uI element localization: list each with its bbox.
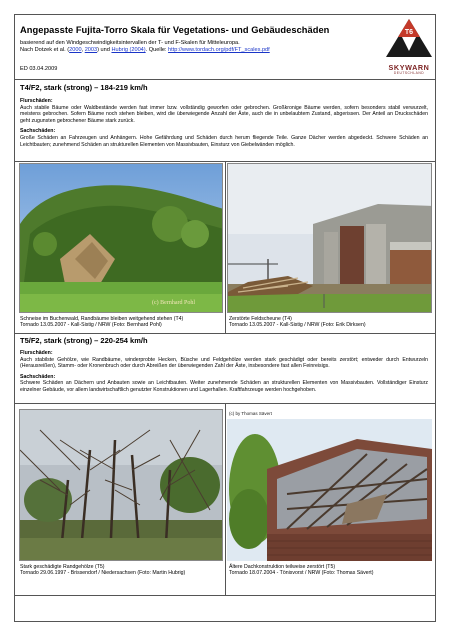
logo-emblem-icon xyxy=(382,17,436,63)
logo-subtitle: DEUTSCHLAND xyxy=(393,71,425,75)
section-body-t5 xyxy=(20,350,428,394)
caption-line-1: Stark geschädigte Randgehölze (T5) xyxy=(20,564,105,570)
section-divider xyxy=(15,595,435,596)
subtitle-text: . Quelle: xyxy=(145,47,169,54)
photo-forest-swath xyxy=(19,163,223,313)
caption-line-2: Tornado 18.07.2004 - Tönisvorst / NRW (Foto: Thomas Sävert) xyxy=(229,570,374,577)
sach-text: Schwere Schäden an Dächern und Anbauten sowie an Leichtbauten. Weiter zunehmende Schäden an strukturellen Elementen von Massivbauten. Vollständiger Einsturz einzelner Gebäude, vor allem landwirtschaftlich genutzter Konstruktionen und Lagerhallen. Kraftfahrzeuge werden hochgehoben. xyxy=(20,380,428,393)
photo-caption xyxy=(20,316,224,329)
logo-badge: T6 xyxy=(404,29,414,36)
subtitle xyxy=(20,40,380,55)
column-divider xyxy=(225,161,226,333)
photo-damaged-trees xyxy=(19,409,223,561)
caption-line-1: Zerstörte Feldscheune (T4) xyxy=(229,316,292,322)
caption-line-2: Tornado 13.05.2007 - Kall-Sistig / NRW (Foto: Bernhard Pohl) xyxy=(20,322,162,329)
photo-caption xyxy=(229,564,434,577)
logo-name: SKYWARN xyxy=(388,63,430,72)
photo-caption xyxy=(229,316,434,329)
section-body-t4 xyxy=(20,98,428,148)
section-divider xyxy=(15,333,435,334)
link-2003[interactable]: 2003 xyxy=(84,47,98,54)
link-hubrig[interactable]: Hubrig (2004) xyxy=(111,47,146,54)
source-url-link[interactable]: http://www.tordach.org/pdf/FT_scales.pdf xyxy=(168,47,270,54)
sach-label: Sachschäden: xyxy=(20,128,56,135)
column-divider xyxy=(225,403,226,595)
flur-label: Flurschäden: xyxy=(20,350,53,356)
sach-text: Große Schäden an Fahrzeugen und Anhängern. Hohe Gefährdung und Schäden durch herum fliegende Teile. Ganze Dächer werden abgedeckt. Schwere Schäden an Leichtbauten; zunehmend Schäden an strukturellen Elementen von Massivbauten, Einsturz von Giebelwänden möglich. xyxy=(20,134,428,148)
photo-caption xyxy=(20,564,224,577)
photo-credit: (c) by Thomas Sävert xyxy=(229,411,272,416)
flur-label: Flurschäden: xyxy=(20,98,53,104)
document-page xyxy=(14,14,436,622)
caption-line-1: Ältere Dachkonstruktion teilweise zerstört (T5) xyxy=(229,564,336,570)
link-2000[interactable]: 2000 xyxy=(69,47,82,54)
subtitle-text: ) und xyxy=(97,47,112,54)
caption-line-2: Tornado 13.05.2007 - Kall-Sistig / NRW (Foto: Erik Dirksen) xyxy=(229,322,366,329)
section-title-t5: T5/F2, stark (strong) – 220-254 km/h xyxy=(20,336,148,345)
sach-label: Sachschäden: xyxy=(20,373,56,380)
subtitle-text: Nach Dotzek et al. ( xyxy=(20,47,70,54)
photo-credit: (c) Bernhard Pohl xyxy=(152,300,195,306)
caption-line-1: Schneise im Buchenwald, Randbäume bleiben weitgehend stehen (T4) xyxy=(20,316,184,322)
edition-date: ED 03.04.2009 xyxy=(20,66,58,72)
subtitle-line-1: basierend auf den Windgeschwindigkeitsintervallen der T- und F-Skalen für Mitteleuropa. xyxy=(20,40,240,46)
photo-destroyed-barn xyxy=(227,163,432,313)
subtitle-line-2 xyxy=(20,47,380,54)
skywarn-logo xyxy=(382,17,436,75)
page-title: Angepasste Fujita-Torro Skala für Vegetations- und Gebäudeschäden xyxy=(20,25,330,35)
photo-damaged-roof xyxy=(227,409,432,561)
flur-text: Auch stabile Bäume oder Waldbestände werden fast immer bzw. vollständig geworfen oder gebrochen. Großkronige Bäume werden, sofern besonders stabil verwurzelt, meistens gebrochen. Sofern Bäume noch stehen bleiben, wird die überwiegende Anzahl der Äste, auch die in unbelaubtem Zustand, abgerissen. Der Anteil an Druckschäden geht zugunsten gebrochener Bäume stark zurück. xyxy=(20,104,428,124)
section-title-t4: T4/F2, stark (strong) – 184-219 km/h xyxy=(20,83,148,92)
caption-line-2: Tornado 29.06.1997 - Brissendorf / Niedersachsen (Foto: Martin Hubrig) xyxy=(20,570,186,577)
subtitle-text: , xyxy=(81,47,85,54)
flur-text: Auch stabilste Gehölze, wie Randbäume, winderprobte Hecken, Büsche und Feldgehölze werden stark geschädigt oder bereits zerstört; entweder durch Entwurzeln (Herausreißen), Stamm- oder Kronenbruch oder durch Abreißen der überwiegenden Zahl der Äste, insbesondere fast allen Feinreisigs. xyxy=(20,356,428,370)
section-divider xyxy=(15,79,435,80)
